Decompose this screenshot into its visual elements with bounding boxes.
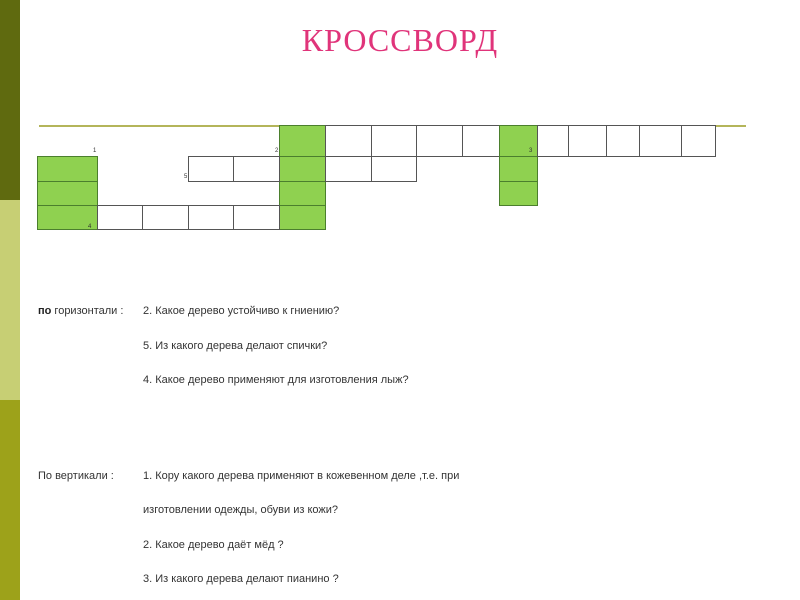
crossword-cell[interactable] xyxy=(188,205,234,230)
crossword-cell[interactable] xyxy=(233,205,280,230)
clue-number: 2 xyxy=(275,148,279,154)
crossword-cell[interactable] xyxy=(606,125,640,157)
crossword-cell[interactable] xyxy=(279,181,326,206)
crossword-cell[interactable] xyxy=(371,125,417,157)
crossword-cell[interactable] xyxy=(371,156,417,182)
crossword-cell[interactable] xyxy=(639,125,682,157)
clue-text: 2. Какое дерево устойчиво к гниению? xyxy=(143,305,340,317)
clue-text: 3. Из какого дерева делают пианино ? xyxy=(143,573,339,585)
clue-number: 1 xyxy=(93,148,97,154)
crossword-cell[interactable] xyxy=(416,125,463,157)
crossword-cell[interactable] xyxy=(325,125,372,157)
crossword-cell[interactable] xyxy=(499,181,538,206)
vertical-label: По вертикали : xyxy=(38,470,114,482)
crossword-cell[interactable] xyxy=(462,125,500,157)
clue-text: 5. Из какого дерева делают спички? xyxy=(143,340,328,352)
clue-text: 4. Какое дерево применяют для изготовления лыж? xyxy=(143,374,409,386)
clue-number: 3 xyxy=(529,148,533,154)
clue-number: 5 xyxy=(184,174,188,180)
crossword-cell[interactable] xyxy=(499,156,538,182)
crossword-cell[interactable] xyxy=(279,156,326,182)
crossword-cell[interactable] xyxy=(37,181,98,206)
crossword-cell[interactable] xyxy=(279,205,326,230)
crossword-cell[interactable] xyxy=(537,125,569,157)
crossword-cell[interactable] xyxy=(279,125,326,157)
crossword-cell[interactable] xyxy=(97,205,143,230)
clue-number: 4 xyxy=(88,224,92,230)
page-title: КРОССВОРД xyxy=(301,22,499,58)
crossword-cell[interactable] xyxy=(568,125,607,157)
clue-text: 1. Кору какого дерева применяют в кожевенном деле ,т.е. при xyxy=(143,470,460,482)
horizontal-label xyxy=(38,305,123,317)
crossword-cell[interactable] xyxy=(681,125,716,157)
crossword-cell[interactable] xyxy=(142,205,189,230)
crossword-cell[interactable] xyxy=(188,156,234,182)
crossword-cell[interactable] xyxy=(233,156,280,182)
horizontal-label-bold: по xyxy=(38,305,52,317)
crossword-cell[interactable] xyxy=(37,156,98,182)
crossword-cell[interactable] xyxy=(325,156,372,182)
horizontal-label-text: горизонтали : xyxy=(51,305,124,317)
clue-text: изготовлении одежды, обуви из кожи? xyxy=(143,504,339,516)
clue-text: 2. Какое дерево даёт мёд ? xyxy=(143,539,284,551)
